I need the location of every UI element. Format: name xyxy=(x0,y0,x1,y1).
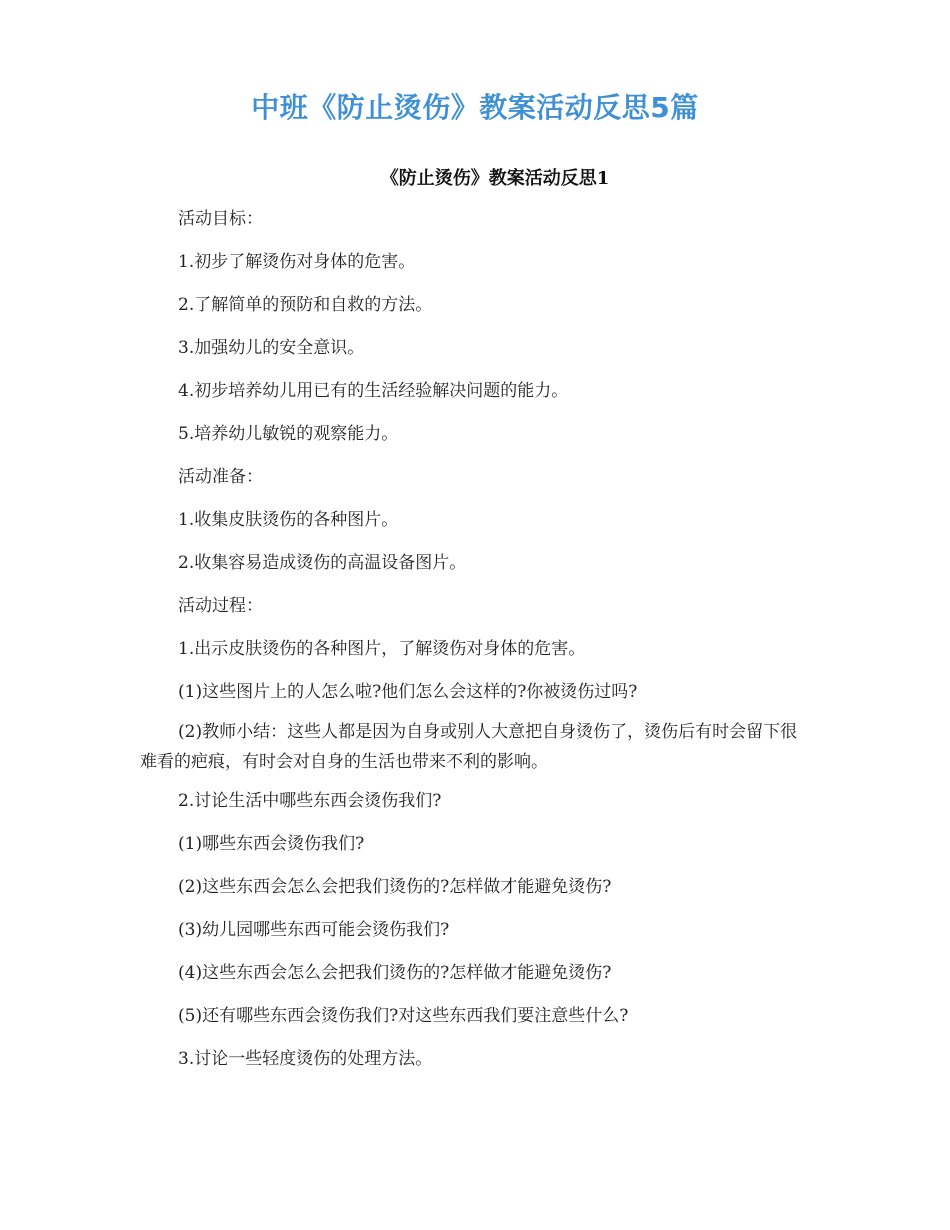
paragraph: 1.收集皮肤烫伤的各种图片。 xyxy=(178,510,399,530)
paragraph: 3.讨论一些轻度烫伤的处理方法。 xyxy=(178,1049,433,1069)
paragraph: 3.加强幼儿的安全意识。 xyxy=(178,338,365,358)
paragraph-process-heading: 活动过程： xyxy=(178,596,263,616)
paragraph: (4)这些东西会怎么会把我们烫伤的?怎样做才能避免烫伤? xyxy=(178,963,612,983)
paragraph: (2)这些东西会怎么会把我们烫伤的?怎样做才能避免烫伤? xyxy=(178,877,612,897)
paragraph: 5.培养幼儿敏锐的观察能力。 xyxy=(178,424,399,444)
paragraph: 2.讨论生活中哪些东西会烫伤我们? xyxy=(178,791,442,811)
document-title: 中班《防止烫伤》教案活动反思5篇 xyxy=(251,91,699,124)
paragraph: 4.初步培养幼儿用已有的生活经验解决问题的能力。 xyxy=(178,381,569,401)
section-title: 《防止烫伤》教案活动反思1 xyxy=(380,168,610,189)
paragraph: 1.出示皮肤烫伤的各种图片，了解烫伤对身体的危害。 xyxy=(178,639,586,659)
paragraph: (5)还有哪些东西会烫伤我们?对这些东西我们要注意些什么? xyxy=(178,1006,629,1026)
paragraph: (1)哪些东西会烫伤我们? xyxy=(178,834,365,854)
paragraph-goals-heading: 活动目标： xyxy=(178,209,263,229)
paragraph: 1.初步了解烫伤对身体的危害。 xyxy=(178,252,416,272)
paragraph: 2.收集容易造成烫伤的高温设备图片。 xyxy=(178,553,467,573)
paragraph-teacher-summary: (2)教师小结：这些人都是因为自身或别人大意把自身烫伤了，烫伤后有时会留下很难看的疤痕，有时会对自身的生活也带来不利的影响。 xyxy=(140,722,798,772)
paragraph-prep-heading: 活动准备： xyxy=(178,467,263,487)
paragraph: (1)这些图片上的人怎么啦?他们怎么会这样的?你被烫伤过吗? xyxy=(178,682,638,702)
paragraph: (3)幼儿园哪些东西可能会烫伤我们? xyxy=(178,920,450,940)
paragraph: 2.了解简单的预防和自救的方法。 xyxy=(178,295,433,315)
